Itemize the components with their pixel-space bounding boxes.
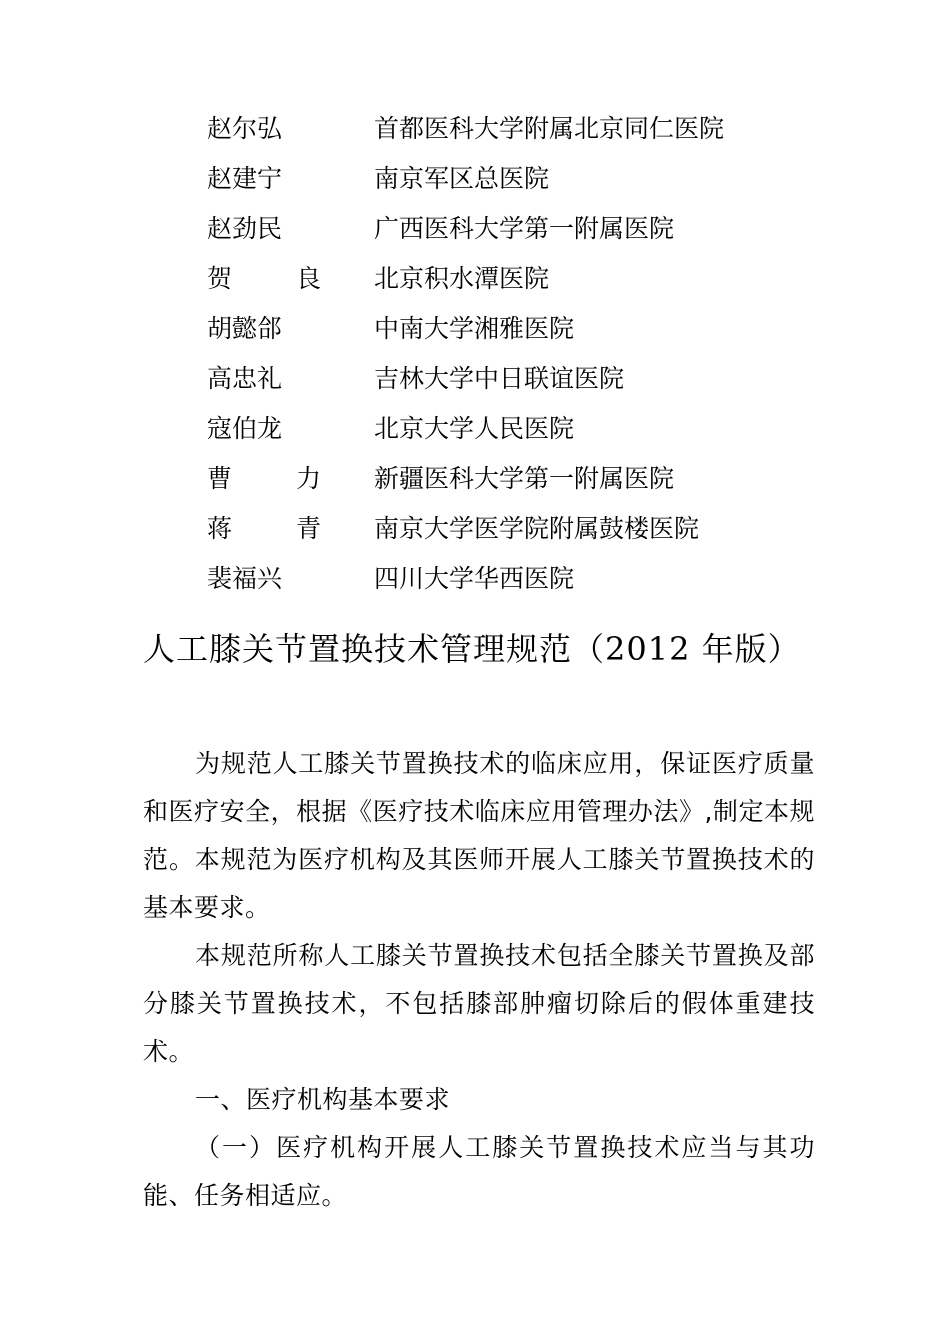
member-institution: 中南大学湘雅医院 (374, 314, 575, 343)
member-row (0, 354, 950, 404)
member-row (0, 304, 950, 354)
body-paragraph: 为规范人工膝关节置换技术的临床应用，保证医疗质量和医疗安全，根据《医疗技术临床应用管理办法》,制定本规范。本规范为医疗机构及其医师开展人工膝关节置换技术的基本要求。 (143, 749, 815, 922)
document-title: 人工膝关节置换技术管理规范（2012 年版） (143, 630, 801, 668)
member-institution: 新疆医科大学第一附属医院 (374, 464, 675, 493)
member-name: 赵劲民 (207, 214, 283, 243)
member-name: 贺 良 (207, 264, 349, 293)
member-row (0, 504, 950, 554)
body-paragraph: 本规范所称人工膝关节置换技术包括全膝关节置换及部分膝关节置换技术，不包括膝部肿瘤切除后的假体重建技术。 (143, 941, 815, 1066)
member-name: 赵尔弘 (207, 114, 283, 143)
member-institution: 首都医科大学附属北京同仁医院 (374, 114, 725, 143)
member-name: 胡懿郃 (207, 314, 283, 343)
member-row (0, 204, 950, 254)
member-row (0, 104, 950, 154)
section-heading: 一、医疗机构基本要求 (195, 1085, 451, 1114)
expert-member-list (0, 104, 950, 604)
member-institution: 北京大学人民医院 (374, 414, 575, 443)
member-name: 寇伯龙 (207, 414, 283, 443)
member-name: 赵建宁 (207, 164, 283, 193)
member-institution: 南京军区总医院 (374, 164, 550, 193)
member-institution: 吉林大学中日联谊医院 (374, 364, 625, 393)
member-name: 蒋 青 (207, 514, 349, 543)
member-row (0, 454, 950, 504)
member-row (0, 154, 950, 204)
member-institution: 北京积水潭医院 (374, 264, 550, 293)
member-name: 曹 力 (207, 464, 349, 493)
member-name: 高忠礼 (207, 364, 283, 393)
body-paragraph: （一）医疗机构开展人工膝关节置换技术应当与其功能、任务相适应。 (143, 1133, 815, 1210)
member-row (0, 254, 950, 304)
member-institution: 广西医科大学第一附属医院 (374, 214, 675, 243)
member-row (0, 554, 950, 604)
member-row (0, 404, 950, 454)
member-name: 裴福兴 (207, 564, 283, 593)
member-institution: 南京大学医学院附属鼓楼医院 (374, 514, 700, 543)
member-institution: 四川大学华西医院 (374, 564, 575, 593)
